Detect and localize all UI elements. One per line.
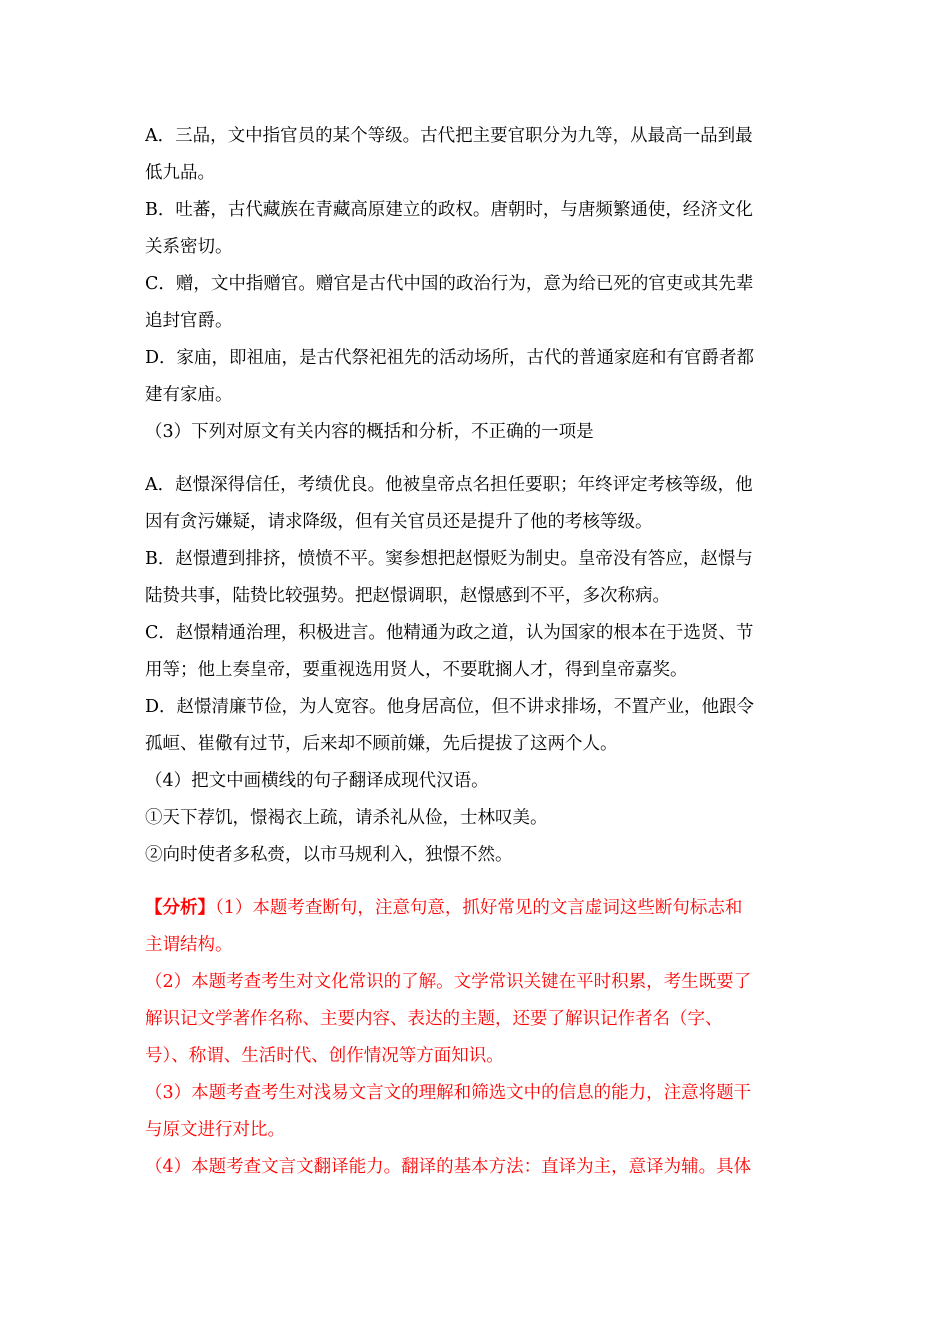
text-line: B．吐蕃，古代藏族在青藏高原建立的政权。唐朝时，与唐频繁通使，经济文化	[145, 200, 753, 220]
analysis-line: （4）本题考查文言文翻译能力。翻译的基本方法：直译为主，意译为辅。具体	[145, 1157, 752, 1177]
spacer	[145, 874, 807, 890]
analysis-line: 解识记文学著作名称、主要内容、表达的主题，还要了解识记作者名（字、	[145, 1009, 723, 1029]
analysis-line: 号）、称谓、生活时代、创作情况等方面知识。	[145, 1046, 504, 1066]
option-q3-a	[145, 467, 807, 541]
question-4: （4）把文中画横线的句子翻译成现代汉语。	[145, 771, 489, 791]
document-page	[145, 118, 807, 1186]
option-q2-d	[145, 340, 807, 414]
text-line: 用等；他上奏皇帝，要重视选用贤人，不要耽搁人才，得到皇帝嘉奖。	[145, 660, 688, 680]
text-line: 孤峘、崔儆有过节，后来却不顾前嫌，先后提拔了这两个人。	[145, 734, 618, 754]
option-q3-b	[145, 541, 807, 615]
text-line: 低九品。	[145, 163, 215, 183]
analysis-line: （2）本题考查考生对文化常识的了解。文学常识关键在平时积累，考生既要了	[145, 972, 752, 992]
sentence-1: ①天下荐饥，憬褐衣上疏，请杀礼从俭，士林叹美。	[145, 808, 548, 828]
text-line: A．三品，文中指官员的某个等级。古代把主要官职分为九等，从最高一品到最	[145, 126, 753, 146]
text-line: 追封官爵。	[145, 311, 233, 331]
option-q2-b	[145, 192, 807, 266]
analysis-section	[145, 890, 807, 1186]
spacer	[145, 451, 807, 467]
text-line: A．赵憬深得信任，考绩优良。他被皇帝点名担任要职；年终评定考核等级，他	[145, 475, 753, 495]
analysis-line: （3）本题考查考生对浅易文言文的理解和筛选文中的信息的能力，注意将题干	[145, 1083, 752, 1103]
option-q3-d	[145, 689, 807, 763]
text-line: 因有贪污嫌疑，请求降级，但有关官员还是提升了他的考核等级。	[145, 512, 653, 532]
option-q3-c	[145, 615, 807, 689]
sentence-2: ②向时使者多私赍，以市马规利入，独憬不然。	[145, 845, 513, 865]
analysis-line	[145, 890, 807, 927]
question-3: （3）下列对原文有关内容的概括和分析，不正确的一项是	[145, 422, 594, 442]
text-line: D．赵憬清廉节俭，为人宽容。他身居高位，但不讲求排场，不置产业，他跟令	[145, 697, 755, 717]
analysis-text: （1）本题考查断句，注意句意，抓好常见的文言虚词这些断句标志和	[215, 898, 743, 918]
text-line: 建有家庙。	[145, 385, 233, 405]
option-q2-c	[145, 266, 807, 340]
text-line: C．赠，文中指赠官。赠官是古代中国的政治行为，意为给已死的官吏或其先辈	[145, 274, 754, 294]
text-line: 陆贽共事，陆贽比较强势。把赵憬调职，赵憬感到不平，多次称病。	[145, 586, 670, 606]
option-q2-a	[145, 118, 807, 192]
text-line: 关系密切。	[145, 237, 233, 257]
text-line: B．赵憬遭到排挤，愤愤不平。窦参想把赵憬贬为制史。皇帝没有答应，赵憬与	[145, 549, 753, 569]
analysis-line: 与原文进行对比。	[145, 1120, 285, 1140]
analysis-line: 主谓结构。	[145, 935, 233, 955]
analysis-label: 【分析】	[145, 898, 215, 918]
text-line: D．家庙，即祖庙，是古代祭祀祖先的活动场所，古代的普通家庭和有官爵者都	[145, 348, 755, 368]
text-line: C．赵憬精通治理，积极进言。他精通为政之道，认为国家的根本在于选贤、节	[145, 623, 754, 643]
